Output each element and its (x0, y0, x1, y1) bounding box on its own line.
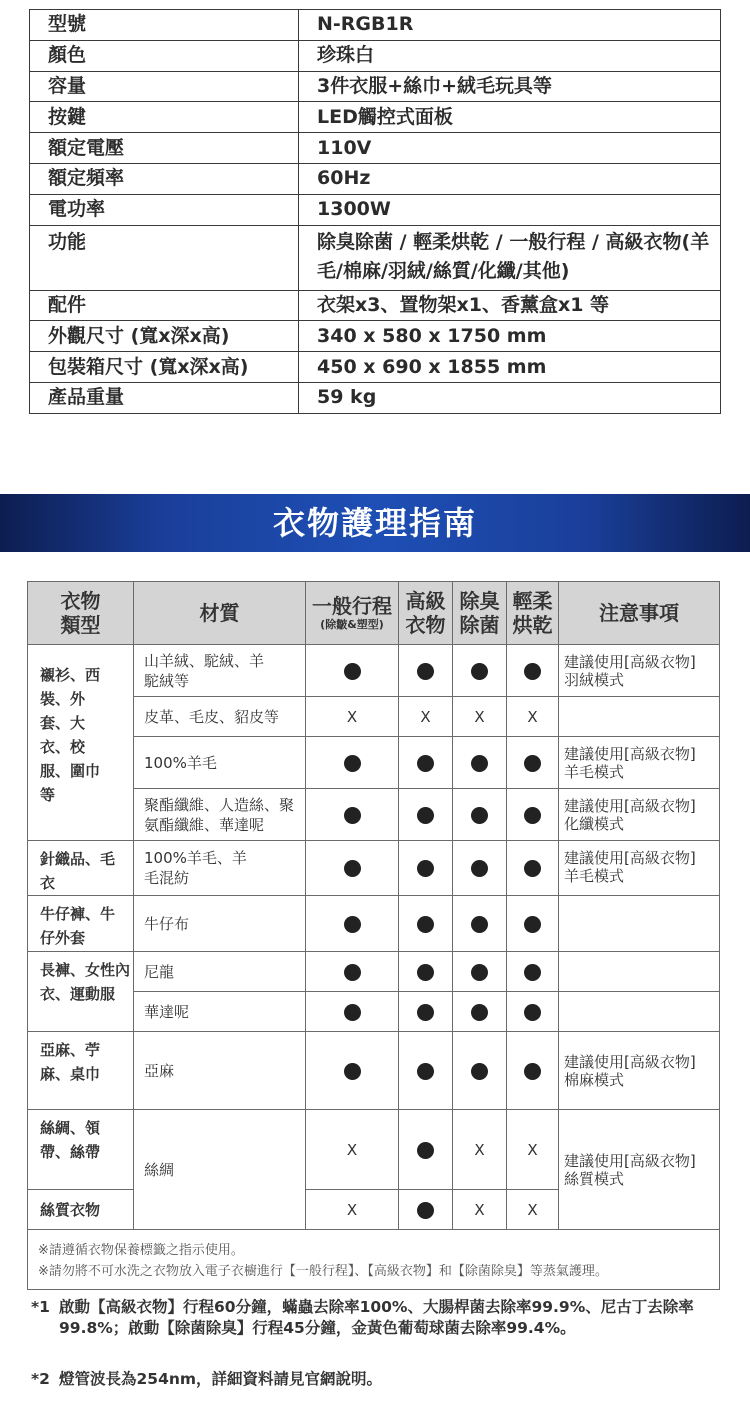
spec-key: 功能 (30, 225, 299, 290)
premium-symbol (399, 1190, 453, 1230)
gentle-symbol (507, 841, 559, 896)
spec-key: 顏色 (30, 40, 299, 71)
material-cell: 尼龍 (134, 952, 306, 992)
premium-symbol (399, 1032, 453, 1110)
care-row (28, 896, 720, 952)
header-material: 材質 (134, 582, 306, 645)
spec-value: 珍珠白 (299, 40, 721, 71)
category-cell: 針織品、毛衣 (28, 841, 134, 896)
spec-row (30, 10, 721, 41)
spec-key: 外觀尺寸 (寬x深x高) (30, 321, 299, 352)
spec-value: 110V (299, 133, 721, 164)
general-symbol: X (306, 1190, 399, 1230)
note-cell: 建議使用[高級衣物]羊毛模式 (559, 841, 720, 896)
material-cell: 聚酯纖維、人造絲、聚氨酯纖維、華達呢 (134, 789, 306, 841)
care-row (28, 1110, 720, 1190)
note-cell (559, 952, 720, 992)
footnote-text: 啟動【高級衣物】行程60分鐘，蟎蟲去除率100%、大腸桿菌去除率99.9%、尼古丁去除率99.8%；啟動【除菌除臭】行程45分鐘，金黃色葡萄球菌去除率99.4%。 (59, 1298, 694, 1337)
spec-value: 60Hz (299, 163, 721, 194)
gentle-symbol (507, 992, 559, 1032)
footnote-text: 燈管波長為254nm，詳細資料請見官網說明。 (59, 1370, 383, 1388)
category-cell: 絲質衣物 (28, 1190, 134, 1230)
care-row (28, 1032, 720, 1110)
premium-symbol (399, 896, 453, 952)
spec-value: 1300W (299, 194, 721, 225)
spec-key: 額定電壓 (30, 133, 299, 164)
premium-symbol: X (399, 697, 453, 737)
spec-row (30, 290, 721, 321)
spec-key: 額定頻率 (30, 163, 299, 194)
spec-row (30, 321, 721, 352)
spec-key: 配件 (30, 290, 299, 321)
spec-table (29, 9, 721, 414)
category-cell: 絲綢、領帶、絲帶 (28, 1110, 134, 1190)
spec-value: 衣架x3、置物架x1、香薰盒x1 等 (299, 290, 721, 321)
care-header-row (28, 582, 720, 645)
footnote-index: *2 (31, 1370, 50, 1388)
deodorize-symbol (453, 952, 507, 992)
header-type: 衣物類型 (28, 582, 134, 645)
gentle-symbol (507, 789, 559, 841)
category-cell: 襯衫、西裝、外套、大衣、校服、圍巾等 (28, 645, 134, 841)
spec-row (30, 102, 721, 133)
header-notes: 注意事項 (559, 582, 720, 645)
deodorize-symbol (453, 896, 507, 952)
material-cell: 華達呢 (134, 992, 306, 1032)
footnote-index: *1 (31, 1298, 50, 1316)
general-symbol: X (306, 697, 399, 737)
note-cell: 建議使用[高級衣物]絲質模式 (559, 1110, 720, 1230)
care-guide-table (27, 581, 720, 1290)
deodorize-symbol (453, 737, 507, 789)
spec-key: 包裝箱尺寸 (寬x深x高) (30, 352, 299, 383)
spec-value: 59 kg (299, 382, 721, 413)
note-cell: 建議使用[高級衣物]棉麻模式 (559, 1032, 720, 1110)
spec-row (30, 382, 721, 413)
premium-symbol (399, 737, 453, 789)
premium-symbol (399, 1110, 453, 1190)
spec-row (30, 71, 721, 102)
material-cell: 皮革、毛皮、貂皮等 (134, 697, 306, 737)
spec-row (30, 133, 721, 164)
deodorize-symbol (453, 789, 507, 841)
material-cell: 亞麻 (134, 1032, 306, 1110)
care-row (28, 645, 720, 697)
material-cell: 100%羊毛、羊毛混紡 (134, 841, 306, 896)
header-premium: 高級衣物 (399, 582, 453, 645)
deodorize-symbol (453, 645, 507, 697)
spec-key: 型號 (30, 10, 299, 41)
gentle-symbol (507, 896, 559, 952)
premium-symbol (399, 952, 453, 992)
spec-key: 按鍵 (30, 102, 299, 133)
general-symbol (306, 952, 399, 992)
note-cell (559, 697, 720, 737)
deodorize-symbol: X (453, 697, 507, 737)
gentle-symbol (507, 952, 559, 992)
footer-line: ※請勿將不可水洗之衣物放入電子衣櫥進行【一般行程】、【高級衣物】和【除菌除臭】等蒸氣護理。 (38, 1263, 608, 1279)
care-row (28, 841, 720, 896)
note-cell: 建議使用[高級衣物]羊毛模式 (559, 737, 720, 789)
general-symbol (306, 896, 399, 952)
header-general: 一般行程 (除皺&塑型) (306, 582, 399, 645)
spec-key: 容量 (30, 71, 299, 102)
gentle-symbol (507, 737, 559, 789)
header-deodorize: 除臭除菌 (453, 582, 507, 645)
premium-symbol (399, 789, 453, 841)
note-cell (559, 992, 720, 1032)
premium-symbol (399, 841, 453, 896)
spec-row (30, 352, 721, 383)
spec-value: LED觸控式面板 (299, 102, 721, 133)
note-cell: 建議使用[高級衣物]羽絨模式 (559, 645, 720, 697)
category-cell: 牛仔褲、牛仔外套 (28, 896, 134, 952)
care-footer (28, 1230, 720, 1290)
care-footer-row (28, 1230, 720, 1290)
general-symbol: X (306, 1110, 399, 1190)
spec-value: 除臭除菌 / 輕柔烘乾 / 一般行程 / 高級衣物(羊毛/棉麻/羽絨/絲質/化纖/其他) (299, 225, 721, 290)
footer-line: ※請遵循衣物保養標籤之指示使用。 (38, 1242, 244, 1258)
spec-row (30, 40, 721, 71)
deodorize-symbol: X (453, 1110, 507, 1190)
spec-value: 340 x 580 x 1750 mm (299, 321, 721, 352)
spec-value: 450 x 690 x 1855 mm (299, 352, 721, 383)
deodorize-symbol (453, 841, 507, 896)
material-cell: 絲綢 (134, 1110, 306, 1230)
spec-row (30, 163, 721, 194)
general-symbol (306, 789, 399, 841)
spec-key: 電功率 (30, 194, 299, 225)
general-symbol (306, 992, 399, 1032)
premium-symbol (399, 645, 453, 697)
general-symbol (306, 737, 399, 789)
gentle-symbol (507, 645, 559, 697)
spec-row (30, 194, 721, 225)
spec-value: 3件衣服+絲巾+絨毛玩具等 (299, 71, 721, 102)
header-gentle: 輕柔烘乾 (507, 582, 559, 645)
care-row (28, 952, 720, 992)
gentle-symbol: X (507, 697, 559, 737)
deodorize-symbol (453, 1032, 507, 1110)
deodorize-symbol: X (453, 1190, 507, 1230)
material-cell: 山羊絨、駝絨、羊駝絨等 (134, 645, 306, 697)
general-symbol (306, 1032, 399, 1110)
general-symbol (306, 841, 399, 896)
note-cell (559, 896, 720, 952)
section-banner (0, 494, 750, 552)
gentle-symbol: X (507, 1190, 559, 1230)
spec-value: N-RGB1R (299, 10, 721, 41)
material-cell: 100%羊毛 (134, 737, 306, 789)
section-title: 衣物護理指南 (272, 504, 477, 542)
note-cell: 建議使用[高級衣物]化纖模式 (559, 789, 720, 841)
spec-row (30, 225, 721, 290)
gentle-symbol (507, 1032, 559, 1110)
gentle-symbol: X (507, 1110, 559, 1190)
material-cell: 牛仔布 (134, 896, 306, 952)
general-symbol (306, 645, 399, 697)
category-cell: 長褲、女性內衣、運動服 (28, 952, 134, 1032)
spec-key: 產品重量 (30, 382, 299, 413)
premium-symbol (399, 992, 453, 1032)
category-cell: 亞麻、苧麻、桌巾 (28, 1032, 134, 1110)
footnote-1 (31, 1297, 731, 1339)
deodorize-symbol (453, 992, 507, 1032)
footnote-2 (31, 1369, 731, 1390)
